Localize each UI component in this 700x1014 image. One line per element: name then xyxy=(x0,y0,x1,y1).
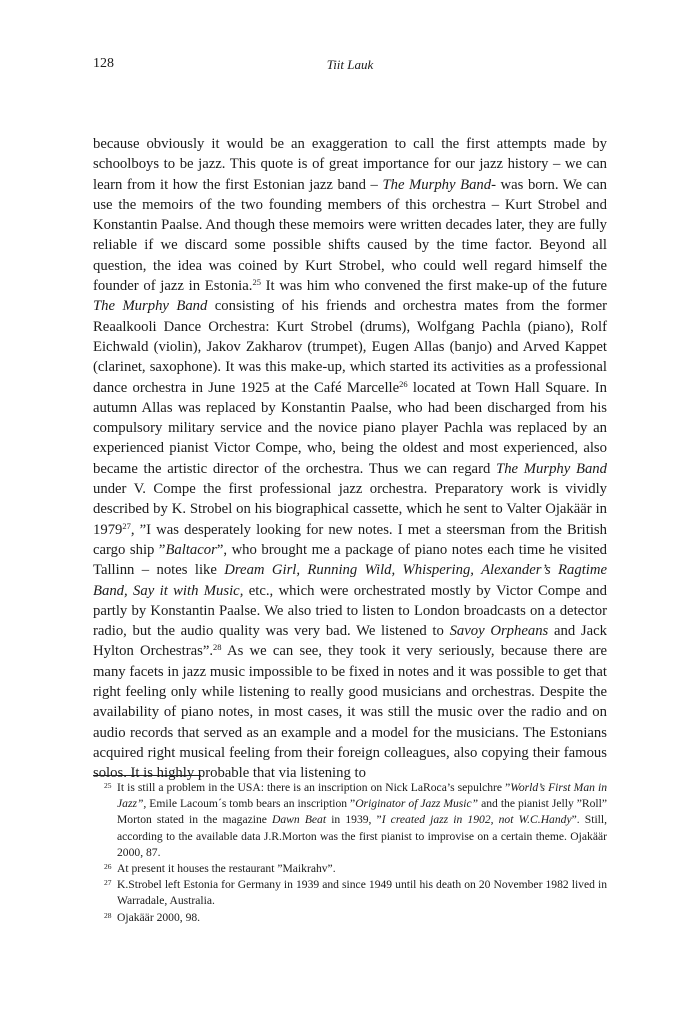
text-run: As we can see, they took it very seriously, because there are many facets in jazz music impossible to be fixed in notes and it was possible to get that right feeling only while listening to really good musicians and orchestras. Despite the availability of piano notes, in most cases, it was still the music over the radio and on audio records that served as an example and a model for the musicians. The Estonians acquired right musical feeling from their foreign colleagues, also copying their famous solos. It is highly probable that via listening to xyxy=(93,643,607,782)
footnote-ref[interactable]: 28 xyxy=(213,642,222,653)
italic-run: The Murphy Band xyxy=(496,460,607,477)
text-run: because obviously it would be an exaggeration to call the first attempts made by schoolboys to be jazz. This quote is of great importance for our jazz history – we can learn from it how the first Estonian jazz band – xyxy=(93,136,607,193)
footnote-27 xyxy=(93,877,607,909)
footnote-mark: 25 xyxy=(104,781,112,790)
italic-run: Baltacor xyxy=(165,541,217,558)
text-run: It was him who convened the first make-up of the future xyxy=(260,278,608,295)
italic-run: Dream Girl, Running Wild, Whispering, Alexander’s Ragtime Band, Say it with Music, xyxy=(93,562,608,599)
footnote-ref[interactable]: 25 xyxy=(252,277,261,288)
italic-run: World’s First Man in Jazz”, xyxy=(117,781,608,811)
body-text xyxy=(93,134,607,784)
text-run: , ”I was desperately looking for new notes. I met a steersman from the British cargo ship ” xyxy=(93,521,607,558)
text-run: consisting of his friends and orchestra mates from the former Reaalkooli Dance Orchestra: Kurt Strobel (drums), Wolfgang Pachla (piano), Rolf Eichwald (violin), Jakov Zakharov (trumpet), Eugen Allas (banjo) and Arved Kappet (clarinet, saxophone). It was this make-up, which started its activities as a professional dance orchestra in June 1925 at the Café Marcelle xyxy=(93,298,607,396)
text-run: It is still a problem in the USA: there is an inscription on Nick LaRoca’s sepulchre ” xyxy=(117,781,511,794)
text-run: etc., which were orchestrated mostly by Victor Compe and partly by Konstantin Paalse. We also tried to listen to London broadcasts on a detector radio, but the audio quality was very bad. We listened to xyxy=(93,582,607,640)
italic-run: Savoy Orpheans xyxy=(449,623,549,640)
text-run: in 1939, ” xyxy=(326,813,382,827)
italic-run: The Murphy Band xyxy=(93,298,208,315)
text-run: and Jack Hylton Orchestras”. xyxy=(93,623,607,660)
footnote-text: Ojakäär 2000, 98. xyxy=(117,910,201,924)
page-header xyxy=(93,56,607,76)
footnote-text: At present it houses the restaurant ”Maikrahv”. xyxy=(117,862,336,876)
footnote-divider xyxy=(93,775,201,776)
text-run: ”. Still, according to the available data J.R.Morton was the first pianist to improvise on a certain theme. Ojakäär 2000, 87. xyxy=(117,813,608,859)
italic-run: The Murphy Band xyxy=(382,176,492,193)
page-number: 128 xyxy=(93,56,114,71)
footnote-mark: 27 xyxy=(104,878,112,888)
footnote-25 xyxy=(93,780,607,861)
italic-run: Originator of Jazz Music” xyxy=(355,797,479,811)
footnote-26 xyxy=(93,861,607,877)
running-head: Tiit Lauk xyxy=(326,57,374,72)
footnotes xyxy=(93,780,607,926)
text-run: Emile Lacoum´s tomb bears an inscription ” xyxy=(146,797,356,811)
footnote-text: K.Strobel left Estonia for Germany in 1939 and since 1949 until his death on 20 November 1982 lived in Warradale, Australia. xyxy=(117,878,607,908)
body-paragraph xyxy=(93,134,607,784)
text-run: and the pianist Jelly ”Roll” Morton stated in the magazine xyxy=(117,797,607,827)
footnote-mark: 28 xyxy=(104,910,112,920)
footnote-mark: 26 xyxy=(104,862,112,872)
text-run: ”, who brought me a package of piano notes each time he visited Tallinn – notes like xyxy=(93,541,607,579)
footnote-ref[interactable]: 26 xyxy=(399,378,408,389)
text-run: - was born. We can use the memoirs of the two founding members of this orchestra – Kurt Strobel and Konstantin Paalse. And though these memoirs were written decades later, they are fully reliable if we discard some possible shifts caused by the time factor. Beyond all question, the idea was coined by Kurt Strobel, who could well regard himself the founder of jazz in Estonia. xyxy=(93,176,607,295)
text-run: under V. Compe the first professional jazz orchestra. Preparatory work is vividly described by K. Strobel on his biographical cassette, which he sent to Valter Ojakäär in 1979 xyxy=(93,481,607,538)
text-run: located at Town Hall Square. In autumn Allas was replaced by Konstantin Paalse, who had been discharged from his compulsory military service and the novice piano player Pachla was replaced by an experienced pianist Victor Compe, who, being the oldest and most experienced, also became the artistic director of the orchestra. Thus we can regard xyxy=(93,379,607,477)
footnote-ref[interactable]: 27 xyxy=(122,520,131,531)
italic-run: Dawn Beat xyxy=(272,813,327,827)
footnote-28 xyxy=(93,910,607,926)
italic-run: I created jazz in 1902, not W.C.Handy xyxy=(381,813,572,827)
